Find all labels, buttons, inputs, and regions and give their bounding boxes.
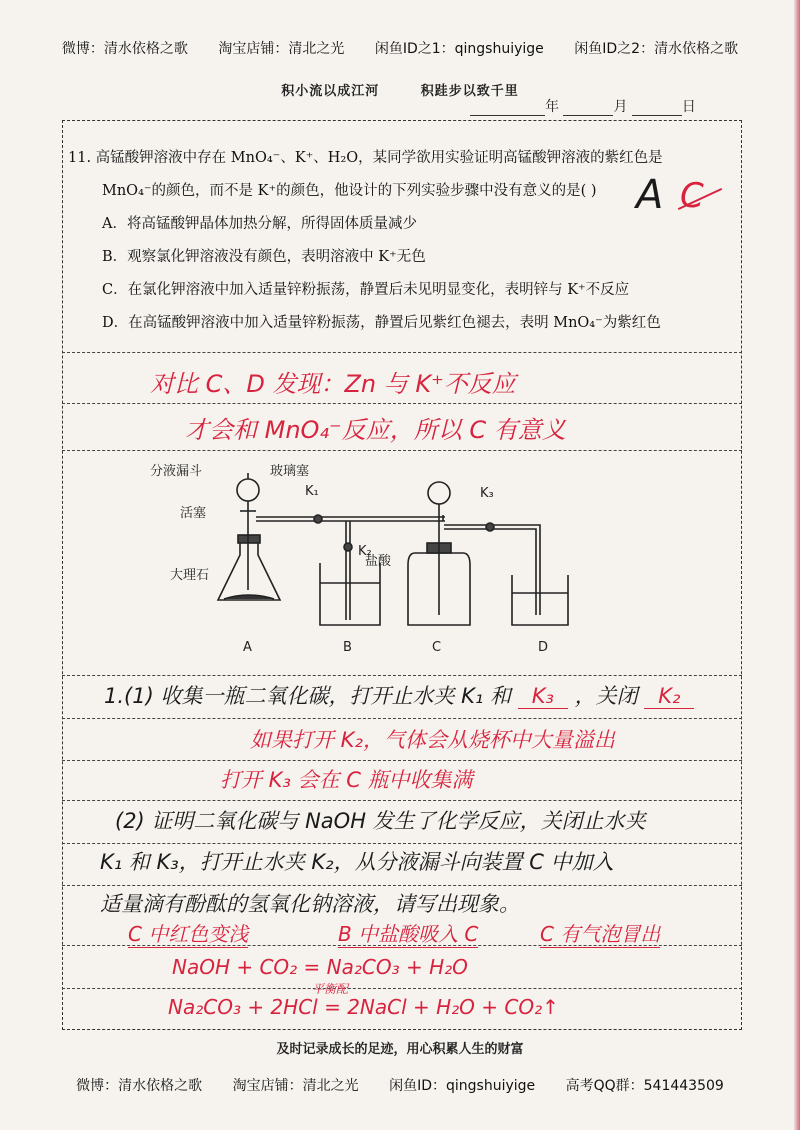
ruled-line <box>62 885 742 886</box>
label-k2: K₂ <box>358 544 372 559</box>
clamp-k1-icon <box>314 515 322 523</box>
ruled-line <box>62 352 742 353</box>
header-taobao: 淘宝店铺：清北之光 <box>218 41 345 57</box>
option-d: D．在高锰酸钾溶液中加入适量锌粉振荡，静置后见紫红色褪去，表明 MnO₄⁻为紫红色 <box>102 315 661 331</box>
ruled-line <box>62 403 742 404</box>
footer-motto: 及时记录成长的足迹，用心积累人生的财富 <box>276 1042 524 1057</box>
part1-line1 <box>104 680 694 710</box>
part1-blank1: K₃ <box>518 684 568 709</box>
question-stem-line1: 11. 高锰酸钾溶液中存在 MnO₄⁻、K⁺、H₂O，某同学欲用实验证明高锰酸钾溶液的紫红色是 <box>68 150 663 166</box>
year-blank <box>470 100 545 116</box>
footer-qq: 高考QQ群：541443509 <box>565 1078 724 1094</box>
equation-1: NaOH + CO₂ = Na₂CO₃ + H₂O <box>172 955 468 979</box>
ruled-line <box>62 988 742 989</box>
part2-line1: (2) 证明二氧化碳与 NaOH 发生了化学反应，关闭止水夹 <box>115 809 646 833</box>
part2-line2: K₁ 和 K₃，打开止水夹 K₂，从分液漏斗向装置 C 中加入 <box>100 850 614 874</box>
motto-right: 积跬步以致千里 <box>420 84 519 99</box>
equation-note: 平衡配 <box>312 982 349 996</box>
year-label: 年 <box>545 99 559 115</box>
bottom-footer <box>0 1075 800 1095</box>
part1-blank2: K₂ <box>644 684 694 709</box>
annotation-line2: 才会和 MnO₄⁻反应，所以 C 有意义 <box>185 416 566 444</box>
flask-a <box>218 540 280 600</box>
answer-handwritten-c: C <box>680 176 704 216</box>
ruled-line <box>62 800 742 801</box>
funnel-c-bulb <box>428 482 450 504</box>
top-header <box>0 38 800 58</box>
clamp-k2-icon <box>344 543 352 551</box>
header-xianyu1: 闲鱼ID之1：qingshuiyige <box>374 41 544 57</box>
part2-answer3: C 有气泡冒出 <box>540 918 660 948</box>
label-k3: K₃ <box>480 486 494 501</box>
footer-xianyu: 闲鱼ID：qingshuiyige <box>389 1078 536 1094</box>
label-b: B <box>343 640 352 655</box>
footer-taobao: 淘宝店铺：清北之光 <box>232 1078 359 1094</box>
clamp-k3-icon <box>486 523 494 531</box>
part1-mid: ，关闭 <box>574 684 638 708</box>
funnel-bulb <box>237 479 259 501</box>
option-a: A．将高锰酸钾晶体加热分解，所得固体质量减少 <box>102 216 417 232</box>
day-label: 日 <box>681 99 696 115</box>
question-stem-line2: MnO₄⁻的颜色，而不是 K⁺的颜色，他设计的下列实验步骤中没有意义的是( ) <box>102 183 597 199</box>
label-a: A <box>243 640 252 655</box>
apparatus-diagram <box>140 455 600 665</box>
label-k1: K₁ <box>305 484 319 499</box>
marble <box>224 595 274 599</box>
option-c: C．在氯化钾溶液中加入适量锌粉振荡，静置后未见明显变化，表明锌与 K⁺不反应 <box>102 282 630 298</box>
part2-answer1: C 中红色变浅 <box>128 918 248 948</box>
part1-prefix: 1.(1) 收集一瓶二氧化碳，打开止水夹 K₁ 和 <box>104 684 511 708</box>
part1-note2: 打开 K₃ 会在 C 瓶中收集满 <box>220 768 473 792</box>
ruled-line <box>62 760 742 761</box>
label-valve: 活塞 <box>180 506 207 521</box>
label-funnel: 分液漏斗 <box>150 464 203 479</box>
tube-k3 <box>444 525 540 615</box>
equation-2: Na₂CO₃ + 2HCl = 2NaCl + H₂O + CO₂↑ <box>168 995 559 1019</box>
stopper-a <box>238 535 260 543</box>
ruled-line <box>62 450 742 451</box>
page-edge <box>794 0 800 1130</box>
label-stopper: 玻璃塞 <box>270 464 310 479</box>
footer-weibo: 微博：清水依格之歌 <box>76 1078 203 1094</box>
answer-handwritten-a: A <box>636 172 664 218</box>
motto-left: 积小流以成江河 <box>281 84 380 99</box>
month-blank <box>563 100 613 116</box>
ruled-line <box>62 843 742 844</box>
label-acid: 盐酸 <box>365 554 392 569</box>
ruled-line <box>62 718 742 719</box>
month-label: 月 <box>613 99 628 115</box>
part2-answer2: B 中盐酸吸入 C <box>338 918 478 948</box>
ruled-line <box>62 675 742 676</box>
header-weibo: 微博：清水依格之歌 <box>61 41 188 57</box>
part2-line3: 适量滴有酚酞的氢氧化钠溶液，请写出现象。 <box>100 892 520 916</box>
header-xianyu2: 闲鱼ID之2：清水依格之歌 <box>574 41 739 57</box>
option-b: B．观察氯化钾溶液没有颜色，表明溶液中 K⁺无色 <box>102 249 426 265</box>
label-d: D <box>538 640 549 655</box>
day-blank <box>632 100 682 116</box>
date-line <box>470 96 730 118</box>
label-marble: 大理石 <box>170 568 210 583</box>
label-c: C <box>432 640 442 655</box>
part1-note1: 如果打开 K₂，气体会从烧杯中大量溢出 <box>250 728 615 752</box>
annotation-line1: 对比 C、D 发现：Zn 与 K⁺不反应 <box>150 370 516 398</box>
